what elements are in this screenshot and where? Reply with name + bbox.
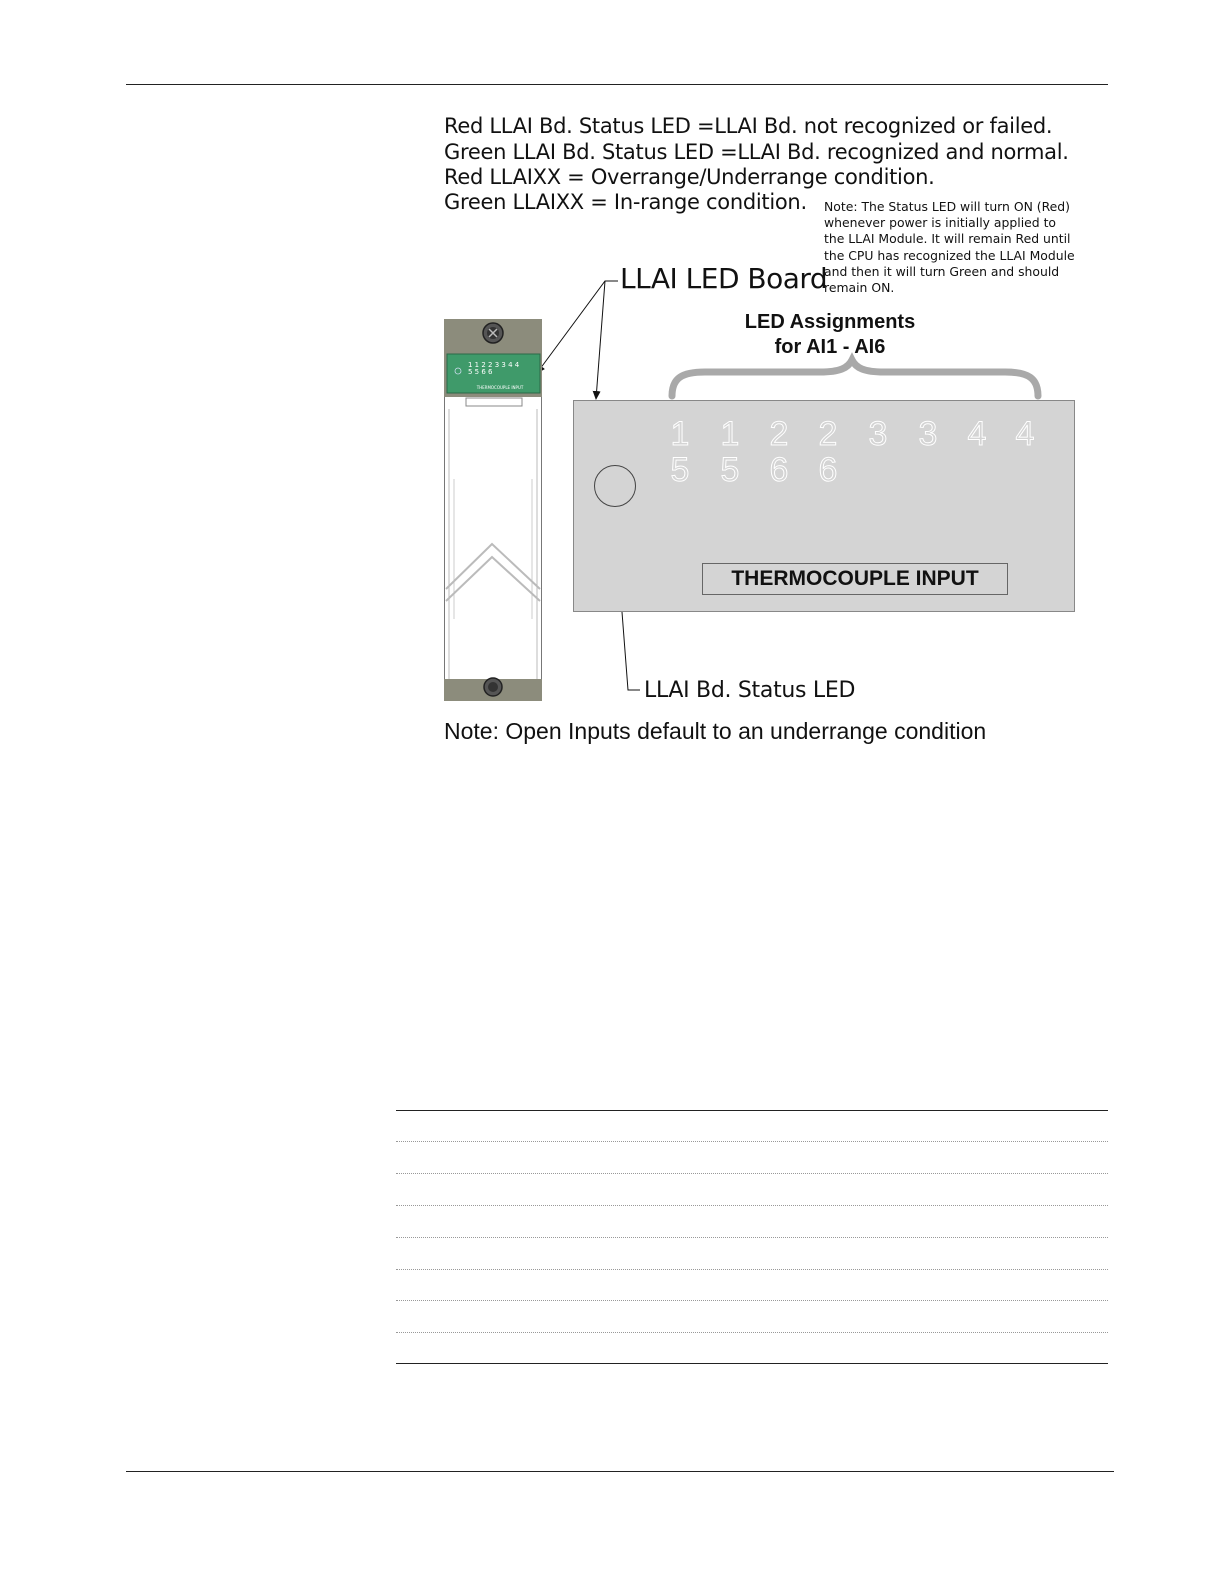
status-note-line: whenever power is initially applied to bbox=[824, 215, 1057, 231]
panel-led-digit: 3 bbox=[918, 415, 938, 453]
legend-line-red-channel: Red LLAIXX = Overrange/Underrange condition. bbox=[444, 165, 935, 189]
panel-led-digit: 1 bbox=[670, 415, 690, 453]
llai-module bbox=[444, 319, 542, 701]
legend-line-green-channel: Green LLAIXX = In-range condition. bbox=[444, 190, 807, 214]
table-row-line bbox=[396, 1237, 1108, 1238]
table-bottom-rule bbox=[396, 1363, 1108, 1364]
legend-line-red-status: Red LLAI Bd. Status LED =LLAI Bd. not recognized or failed. bbox=[444, 114, 1053, 138]
table-row-line bbox=[396, 1205, 1108, 1206]
open-inputs-note: Note: Open Inputs default to an underrange condition bbox=[444, 718, 987, 744]
panel-led-digit: 5 bbox=[670, 451, 690, 489]
panel-led-digit: 1 bbox=[720, 415, 740, 453]
table-row-line bbox=[396, 1300, 1108, 1301]
led-board-label: LLAI LED Board bbox=[620, 262, 828, 295]
table-row-line bbox=[396, 1173, 1108, 1174]
board-leader-line bbox=[537, 281, 618, 373]
board-leader-line bbox=[596, 281, 605, 399]
module-drawing bbox=[444, 319, 542, 701]
led-assignments-line: LED Assignments bbox=[744, 311, 916, 333]
status-note-line: Note: The Status LED will turn ON (Red) bbox=[824, 199, 1071, 214]
led-assignments-line: for AI1 - AI6 bbox=[774, 336, 886, 358]
module-mini-label: THERMOCOUPLE INPUT bbox=[476, 385, 524, 390]
table-top-rule bbox=[396, 1110, 1108, 1111]
assignments-brace bbox=[672, 360, 1038, 396]
panel-led-digit: 6 bbox=[769, 451, 789, 489]
status-note-line: the LLAI Module. It will remain Red until bbox=[824, 231, 1071, 247]
panel-led-digit: 6 bbox=[818, 451, 838, 489]
status-led-label: LLAI Bd. Status LED bbox=[644, 678, 856, 703]
legend-line-green-status: Green LLAI Bd. Status LED =LLAI Bd. recognized and normal. bbox=[444, 140, 1069, 164]
status-note-line: remain ON. bbox=[824, 280, 895, 296]
status-led-circle bbox=[594, 465, 636, 507]
table-row-line bbox=[396, 1141, 1108, 1142]
panel-led-digit: 5 bbox=[720, 451, 740, 489]
status-note-line: and then it will turn Green and should bbox=[824, 263, 1060, 279]
panel-led-digit: 2 bbox=[818, 415, 838, 453]
panel-led-digit: 4 bbox=[967, 415, 987, 453]
panel-led-digit: 4 bbox=[1015, 415, 1035, 453]
module-bottom-digits: 5 5 6 6 bbox=[468, 368, 493, 376]
thermocouple-input-label: THERMOCOUPLE INPUT bbox=[702, 563, 1008, 595]
panel-led-digit: 2 bbox=[769, 415, 789, 453]
table-row-line bbox=[396, 1332, 1108, 1333]
module-top-digits: 1 1 2 2 3 3 4 4 bbox=[468, 361, 520, 369]
panel-led-digit: 3 bbox=[868, 415, 888, 453]
table-row-line bbox=[396, 1269, 1108, 1270]
status-note-line: the CPU has recognized the LLAI Module bbox=[824, 247, 1075, 263]
